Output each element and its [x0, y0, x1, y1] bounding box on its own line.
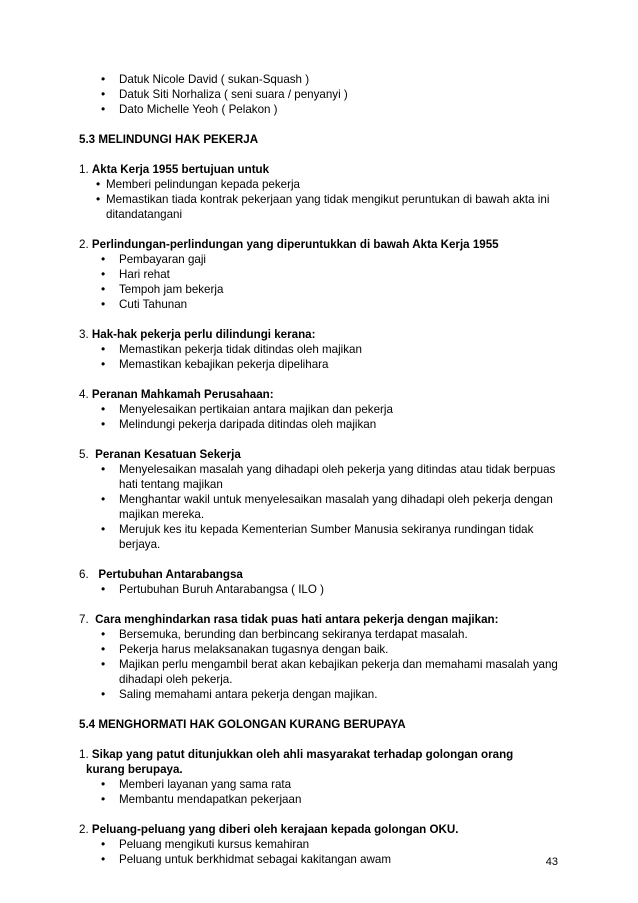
list-item: • Dato Michelle Yeoh ( Pelakon ) — [79, 102, 569, 117]
bullet-list — [79, 837, 569, 867]
list-item: • Menghantar wakil untuk menyelesaikan masalah yang dihadapi oleh pekerja dengan majikan mereka. — [79, 492, 569, 522]
item-heading: 5. Peranan Kesatuan Sekerja — [79, 448, 241, 461]
list-item: • Menyelesaikan pertikaian antara majikan dan pekerja — [79, 402, 569, 417]
list-item: • Saling memahami antara pekerja dengan majikan. — [79, 687, 569, 702]
list-item: • Peluang untuk berkhidmat sebagai kakitangan awam — [79, 852, 569, 867]
list-item: • Memberi pelindungan kepada pekerja — [79, 177, 569, 192]
list-item: • Menyelesaikan masalah yang dihadapi oleh pekerja yang ditindas atau tidak berpuas hati tentang majikan — [79, 462, 569, 492]
list-item: • Merujuk kes itu kepada Kementerian Sumber Manusia sekiranya rundingan tidak berjaya. — [79, 522, 569, 552]
bullet-list — [79, 342, 569, 372]
bullet-list — [79, 177, 569, 222]
page-content — [79, 72, 569, 867]
list-item: • Memastikan kebajikan pekerja dipelihara — [79, 357, 569, 372]
item-heading: 7. Cara menghindarkan rasa tidak puas hati antara pekerja dengan majikan: — [79, 613, 499, 626]
list-item: • Membantu mendapatkan pekerjaan — [79, 792, 569, 807]
item-heading: 3. Hak-hak pekerja perlu dilindungi kerana: — [79, 328, 316, 341]
bullet-list — [79, 462, 569, 552]
list-item: • Memastikan pekerja tidak ditindas oleh majikan — [79, 342, 569, 357]
bullet-list — [79, 402, 569, 432]
bullet-list — [79, 252, 569, 312]
section-heading: 5.4 MENGHORMATI HAK GOLONGAN KURANG BERUPAYA — [79, 718, 406, 731]
bullet-list — [79, 582, 569, 597]
list-item: • Majikan perlu mengambil berat akan kebajikan pekerja dan memahami masalah yang dihadapi oleh pekerja. — [79, 657, 569, 687]
list-item: • Datuk Nicole David ( sukan-Squash ) — [79, 72, 569, 87]
item-heading: 1. Akta Kerja 1955 bertujuan untuk — [79, 163, 270, 176]
list-item: • Pembayaran gaji — [79, 252, 569, 267]
bullet-list — [79, 777, 569, 807]
item-heading: 2. Peluang-peluang yang diberi oleh kerajaan kepada golongan OKU. — [79, 823, 459, 836]
list-item: • Peluang mengikuti kursus kemahiran — [79, 837, 569, 852]
list-item: • Bersemuka, berunding dan berbincang sekiranya terdapat masalah. — [79, 627, 569, 642]
list-item: • Pekerja harus melaksanakan tugasnya dengan baik. — [79, 642, 569, 657]
list-item: • Memastikan tiada kontrak pekerjaan yang tidak mengikut peruntukan di bawah akta ini ditandatangani — [79, 192, 569, 222]
item-heading: 2. Perlindungan-perlindungan yang diperuntukkan di bawah Akta Kerja 1955 — [79, 238, 499, 251]
bullet-list — [79, 627, 569, 702]
list-item: • Hari rehat — [79, 267, 569, 282]
list-item: • Melindungi pekerja daripada ditindas oleh majikan — [79, 417, 569, 432]
page-number: 43 — [545, 856, 558, 868]
section-heading: 5.3 MELINDUNGI HAK PEKERJA — [79, 133, 259, 146]
list-item: • Pertubuhan Buruh Antarabangsa ( ILO ) — [79, 582, 569, 597]
list-item: • Cuti Tahunan — [79, 297, 569, 312]
item-heading: 6. Pertubuhan Antarabangsa — [79, 568, 243, 581]
list-item: • Tempoh jam bekerja — [79, 282, 569, 297]
top-bullet-list — [79, 72, 569, 117]
list-item: • Memberi layanan yang sama rata — [79, 777, 569, 792]
list-item: • Datuk Siti Norhaliza ( seni suara / penyanyi ) — [79, 87, 569, 102]
item-heading: 1. Sikap yang patut ditunjukkan oleh ahli masyarakat terhadap golongan orang kurang berupaya. — [79, 748, 514, 776]
item-heading: 4. Peranan Mahkamah Perusahaan: — [79, 388, 274, 401]
